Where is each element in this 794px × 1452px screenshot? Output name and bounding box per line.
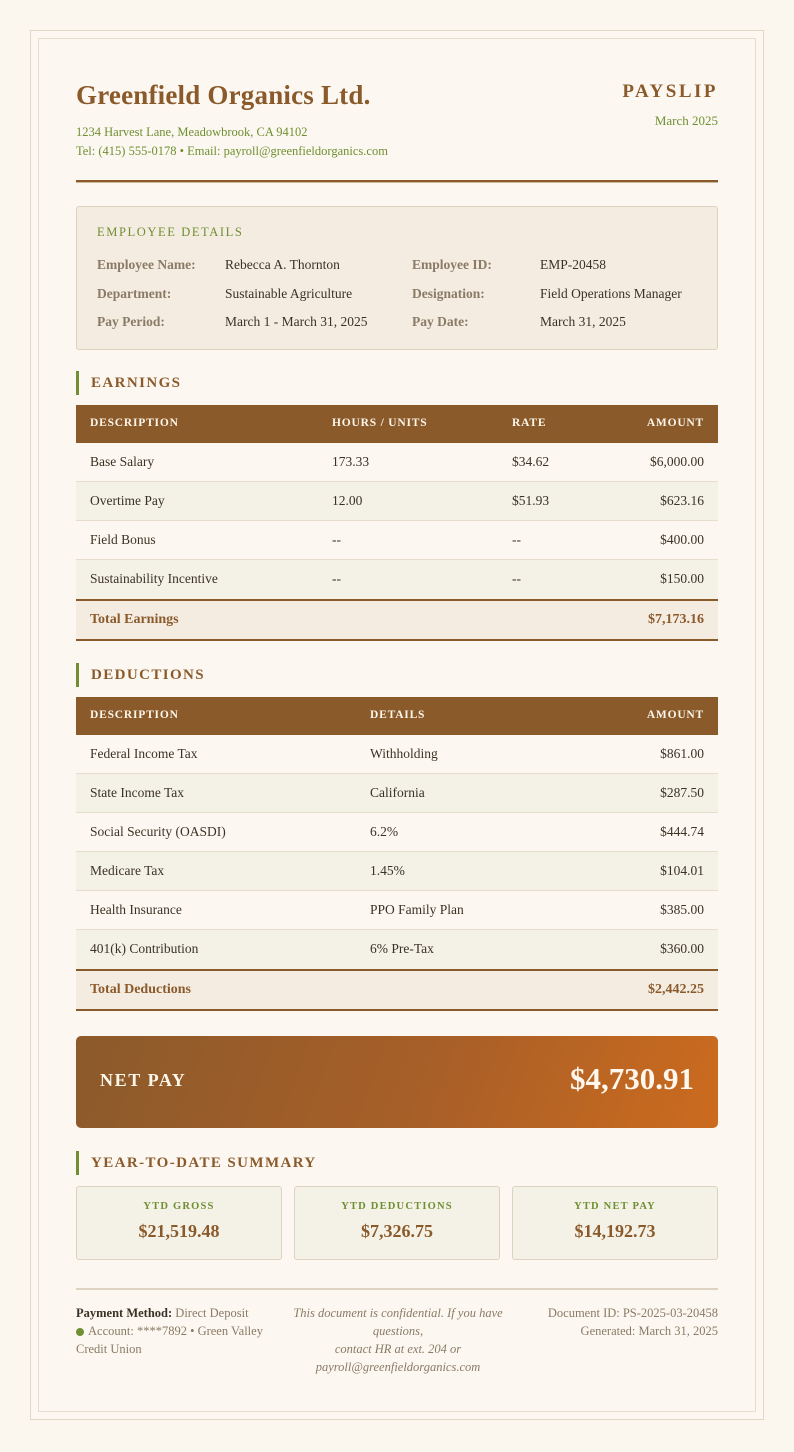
designation-label: Designation: [412,286,485,301]
deduction-description: Health Insurance [90,902,182,917]
ytd-deductions-card [294,1186,500,1260]
earnings-total-value: $7,173.16 [648,612,704,627]
earning-rate: $51.93 [512,493,550,508]
ytd-gross-card [76,1186,282,1260]
document-id: Document ID: PS-2025-03-20458 [547,1306,718,1320]
deductions-table [76,697,718,1011]
company-address: 1234 Harvest Lane, Meadowbrook, CA 94102 [76,125,308,139]
ytd-net-pay-card [512,1186,718,1260]
deduction-details: 1.45% [370,863,405,878]
net-pay-banner [76,1036,718,1128]
table-row [76,443,718,482]
deduction-amount: $287.50 [660,785,704,800]
earning-units: 173.33 [332,454,370,469]
pay-period-value: March 1 - March 31, 2025 [225,314,368,329]
account-info: Account: ****7892 • Green Valley Credit Union [76,1324,263,1356]
deductions-heading: DEDUCTIONS [76,663,205,687]
deduction-amount: $385.00 [660,902,704,917]
company-contact: Tel: (415) 555-0178 • Email: payroll@greenfieldorganics.com [76,144,388,158]
deductions-table-header [76,697,718,735]
department-value: Sustainable Agriculture [225,286,353,301]
earning-description: Overtime Pay [90,493,165,508]
generated-date: Generated: March 31, 2025 [580,1324,718,1338]
pay-period-label: Pay Period: [97,314,165,329]
employee-id-value: EMP-20458 [540,257,607,272]
deduction-details: PPO Family Plan [370,902,464,917]
employee-name-label: Employee Name: [97,257,196,272]
deduction-details: 6% Pre-Tax [370,941,434,956]
deductions-col-details: DETAILS [370,709,426,721]
table-row [76,774,718,813]
ytd-gross-value: $21,519.48 [138,1221,220,1241]
deduction-description: Social Security (OASDI) [90,824,226,839]
deduction-amount: $861.00 [660,746,704,761]
deduction-amount: $444.74 [660,824,704,839]
payment-method-value: Direct Deposit [175,1306,249,1320]
ytd-heading: YEAR-TO-DATE SUMMARY [76,1151,317,1175]
earnings-total-label: Total Earnings [90,612,179,627]
deductions-col-description: DESCRIPTION [90,709,179,721]
earnings-table-header [76,405,718,443]
payment-method-label: Payment Method: [76,1306,173,1320]
ytd-gross-label: YTD GROSS [143,1201,215,1212]
earning-units: -- [332,571,341,586]
table-row [76,560,718,599]
deduction-description: Federal Income Tax [90,746,198,761]
payment-info [76,1304,276,1358]
earning-amount: $150.00 [660,571,704,586]
ytd-net-pay-label: YTD NET PAY [574,1201,656,1212]
earning-description: Field Bonus [90,532,156,547]
deduction-details: California [370,785,425,800]
table-row [76,891,718,930]
earning-description: Sustainability Incentive [90,571,218,586]
pay-date-value: March 31, 2025 [540,314,626,329]
earnings-col-amount: AMOUNT [646,417,704,429]
deductions-col-amount: AMOUNT [646,709,704,721]
earning-units: 12.00 [332,493,363,508]
confidentiality-line-1: This document is confidential. If you have questions, [293,1306,503,1338]
document-meta [508,1304,718,1340]
earning-amount: $400.00 [660,532,704,547]
earning-rate: -- [512,532,521,547]
deduction-description: Medicare Tax [90,863,165,878]
table-row [76,521,718,560]
employee-name-value: Rebecca A. Thornton [225,257,340,272]
earning-rate: -- [512,571,521,586]
ytd-deductions-label: YTD DEDUCTIONS [341,1201,453,1212]
deduction-description: State Income Tax [90,785,185,800]
status-dot-icon [76,1328,84,1336]
deduction-amount: $360.00 [660,941,704,956]
earnings-col-rate: RATE [512,417,547,429]
earning-description: Base Salary [90,454,155,469]
earning-amount: $623.16 [660,493,704,508]
confidentiality-line-2: contact HR at ext. 204 or payroll@greenfieldorganics.com [315,1342,481,1374]
table-row [76,852,718,891]
table-row [76,930,718,969]
department-label: Department: [97,286,172,301]
ytd-net-pay-value: $14,192.73 [574,1221,656,1241]
deductions-total-label: Total Deductions [90,982,192,997]
net-pay-amount: $4,730.91 [570,1061,694,1096]
deduction-details: Withholding [370,746,438,761]
deductions-total-row [76,969,718,1011]
table-row [76,482,718,521]
employee-details-panel [76,206,718,350]
header-divider [76,180,718,183]
employee-id-label: Employee ID: [412,257,492,272]
pay-date-label: Pay Date: [412,314,469,329]
document-title: PAYSLIP [622,81,718,102]
deductions-total-value: $2,442.25 [648,982,704,997]
designation-value: Field Operations Manager [540,286,682,301]
earning-amount: $6,000.00 [650,454,704,469]
confidentiality-note [290,1304,506,1376]
earnings-total-row [76,599,718,641]
document-period: March 2025 [654,113,718,128]
table-row [76,735,718,774]
earnings-heading: EARNINGS [76,371,181,395]
earning-rate: $34.62 [512,454,550,469]
deduction-amount: $104.01 [660,863,704,878]
net-pay-label: NET PAY [100,1070,187,1090]
deduction-description: 401(k) Contribution [90,941,199,956]
table-row [76,813,718,852]
earnings-col-units: HOURS / UNITS [332,417,428,429]
earning-units: -- [332,532,341,547]
earnings-table [76,405,718,641]
ytd-deductions-value: $7,326.75 [361,1221,433,1241]
employee-details-heading: EMPLOYEE DETAILS [97,225,244,239]
company-name: Greenfield Organics Ltd. [76,80,371,110]
deduction-details: 6.2% [370,824,399,839]
earnings-col-description: DESCRIPTION [90,417,179,429]
footer-divider [76,1288,718,1290]
